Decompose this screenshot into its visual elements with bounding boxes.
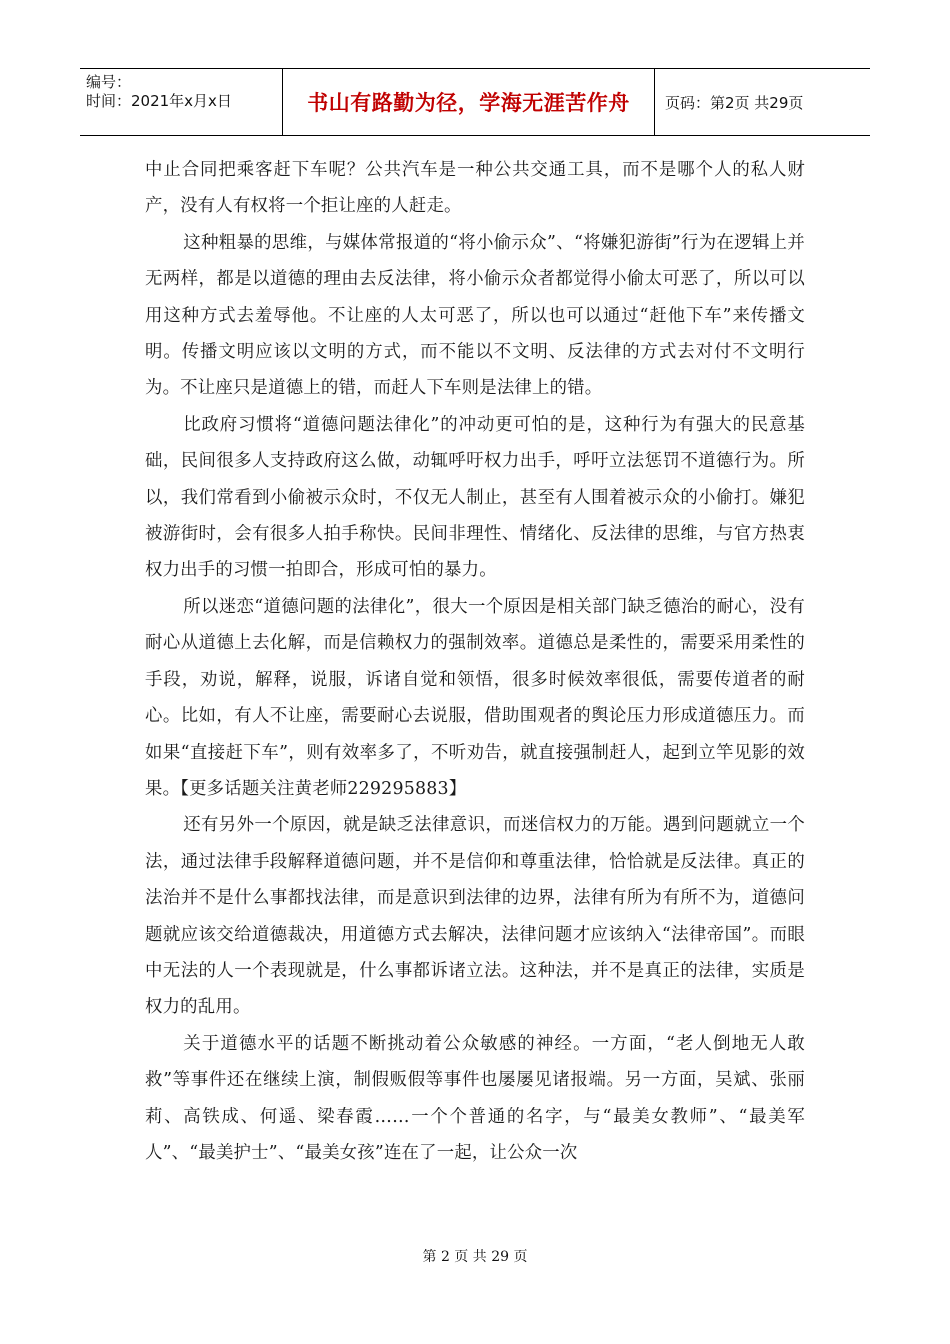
- paragraph-continued: 中止合同把乘客赶下车呢？公共汽车是一种公共交通工具，而不是哪个人的私人财产，没有人有权将一个拒让座的人赶走。: [145, 160, 805, 217]
- header-motto: 书山有路勤为径，学海无涯苦作舟: [283, 69, 655, 135]
- paragraph: 这种粗暴的思维，与媒体常报道的“将小偷示众”、“将嫌犯游街”行为在逻辑上并无两样，都是以道德的理由去反法律，将小偷示众者都觉得小偷太可恶了，所以可以用这种方式去羞辱他。不让座的人太可恶了，所以也可以通过“赶他下车”来传播文明。传播文明应该以文明的方式，而不能以不文明、反法律的方式去对付不文明行为。不让座只是道德上的错，而赶人下车则是法律上的错。: [145, 232, 805, 399]
- page-footer: 第 2 页 共 29 页: [422, 1249, 528, 1265]
- time-label: 时间：2021年x月x日: [86, 92, 232, 110]
- paragraph: 还有另外一个原因，就是缺乏法律意识，而迷信权力的万能。遇到问题就立一个法，通过法律手段解释道德问题，并不是信仰和尊重法律，恰恰就是反法律。真正的法治并不是什么事都找法律，而是意识到法律的边界，法律有所为有所不为，道德问题就应该交给道德裁决，用道德方式去解决，法律问题才应该纳入“法律帝国”。而眼中无法的人一个表现就是，什么事都诉诸立法。这种法，并不是真正的法律，实质是权力的乱用。: [145, 815, 805, 1018]
- serial-number-label: 编号：: [86, 73, 132, 91]
- header-page-info: 页码：第2页 共29页: [665, 93, 804, 112]
- paragraph: 所以迷恋“道德问题的法律化”，很大一个原因是相关部门缺乏德治的耐心，没有耐心从道德上去化解，而是信赖权力的强制效率。道德总是柔性的，需要采用柔性的手段，劝说，解释，说服，诉诸自觉和领悟，很多时候效率很低，需要传道者的耐心。比如，有人不让座，需要耐心去说服，借助围观者的舆论压力形成道德压力。而如果“直接赶下车”，则有效率多了，不听劝告，就直接强制赶人，起到立竿见影的效果。【更多话题关注黄老师229295883】: [145, 596, 805, 799]
- paragraph: 比政府习惯将“道德问题法律化”的冲动更可怕的是，这种行为有强大的民意基础，民间很多人支持政府这么做，动辄呼吁权力出手，呼吁立法惩罚不道德行为。所以，我们常看到小偷被示众时，不仅无人制止，甚至有人围着被示众的小偷打。嫌犯被游街时，会有很多人拍手称快。民间非理性、情绪化、反法律的思维，与官方热衷权力出手的习惯一拍即合，形成可怕的暴力。: [145, 414, 805, 581]
- page-header: [80, 68, 870, 136]
- document-body: [145, 152, 805, 1171]
- header-meta-cell: [80, 69, 283, 135]
- paragraph: 关于道德水平的话题不断挑动着公众敏感的神经。一方面，“老人倒地无人敢救”等事件还在继续上演，制假贩假等事件也屡屡见诸报端。另一方面，吴斌、张丽莉、高铁成、何遥、梁春霞……一个个普通的名字，与“最美女教师”、“最美军人”、“最美护士”、“最美女孩”连在了一起，让公众一次: [145, 1033, 805, 1163]
